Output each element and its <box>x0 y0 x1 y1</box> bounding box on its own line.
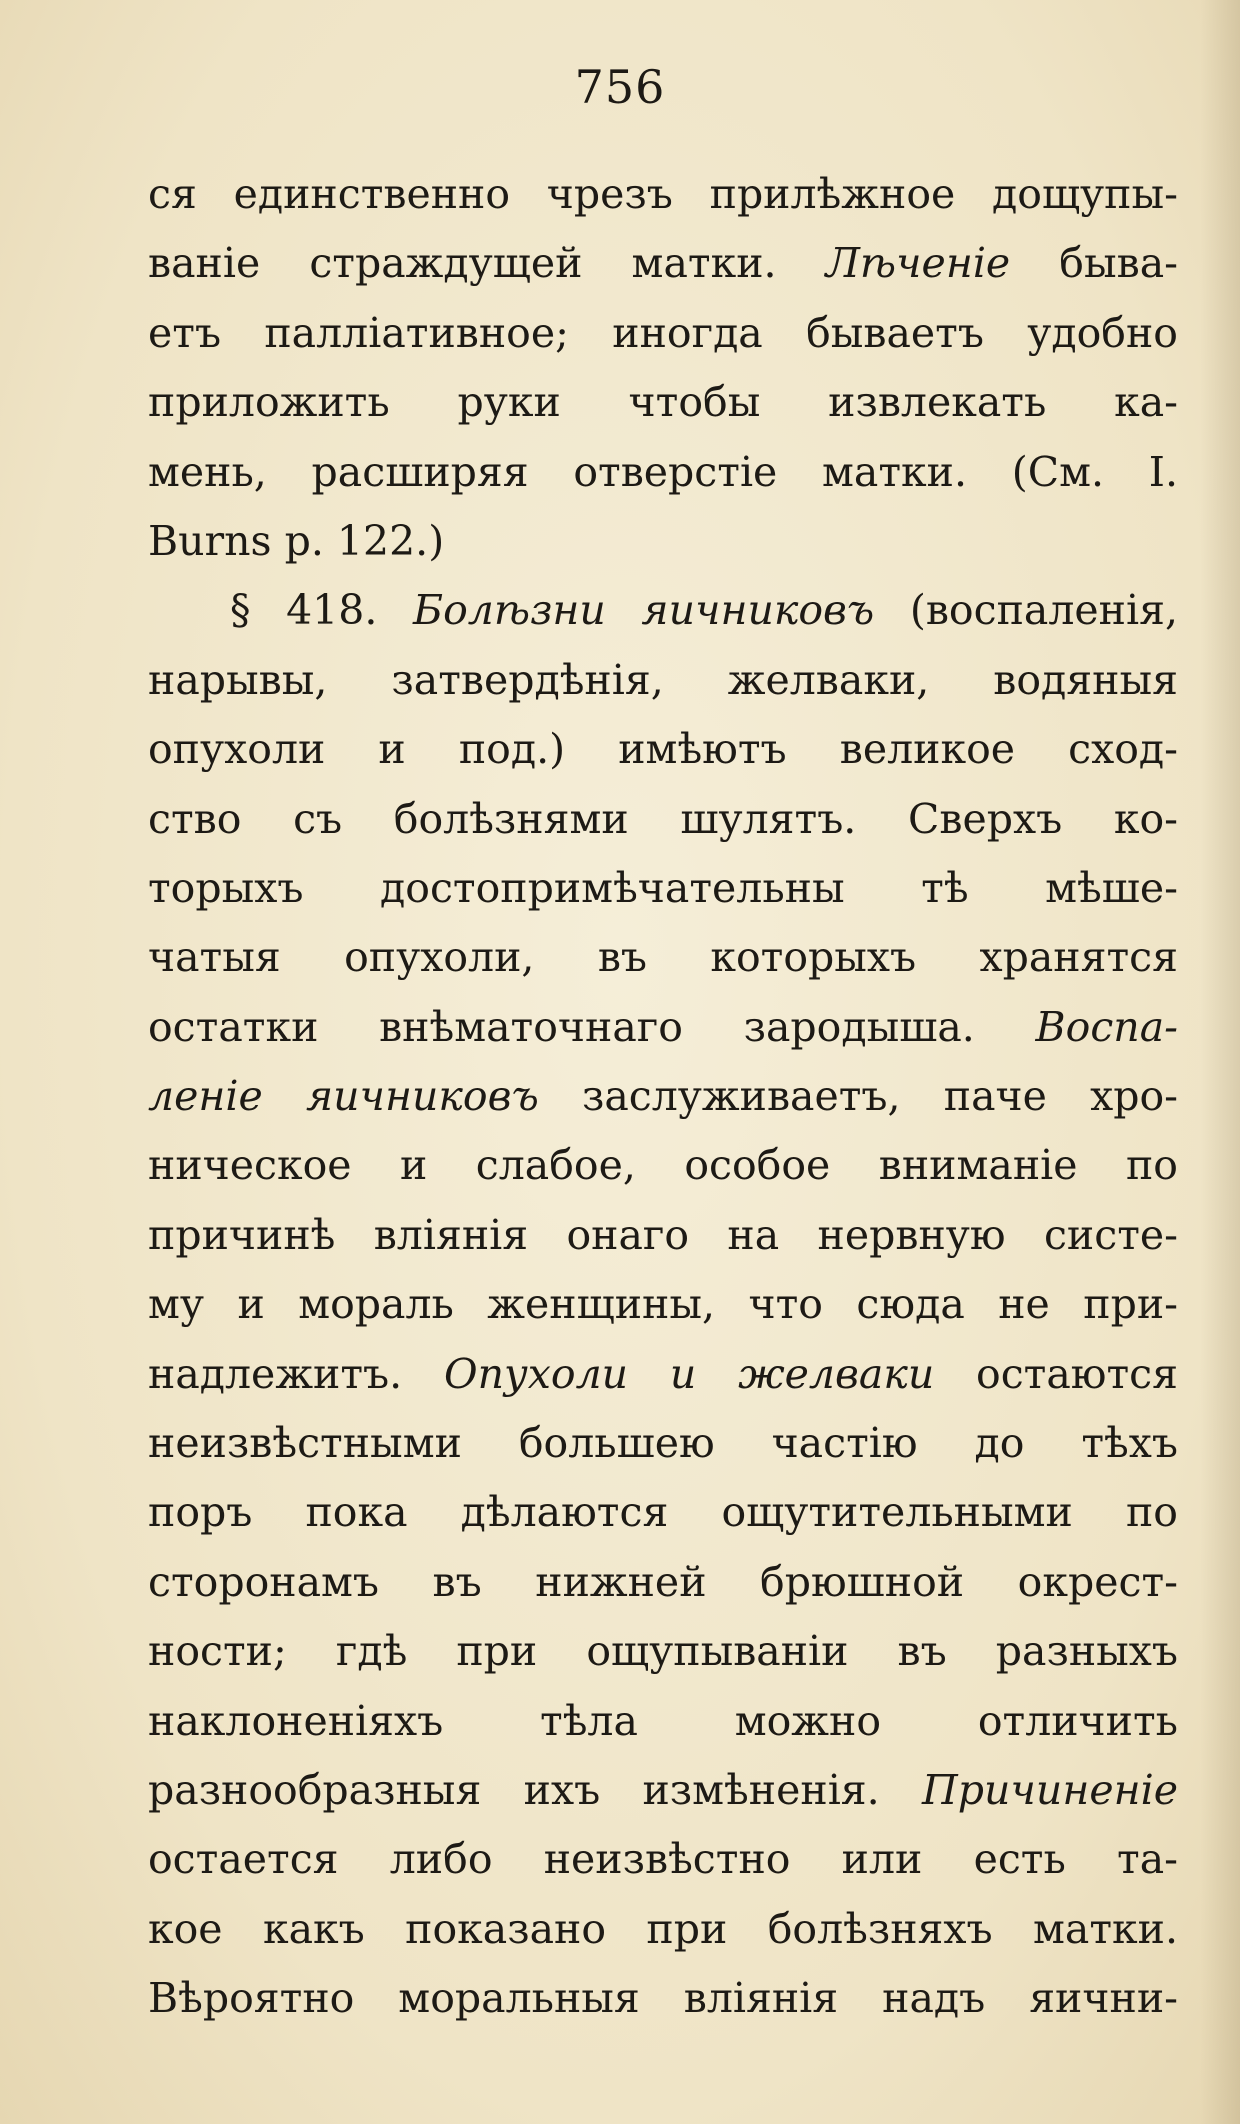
text-line <box>148 1687 1178 1756</box>
page-edge-shadow <box>1200 0 1240 2124</box>
text-run: ническое и слабое, особое вниманіе по <box>148 1141 1178 1190</box>
text-line <box>148 1895 1178 1964</box>
italic-phrase: Болѣзни яичниковъ <box>412 586 875 635</box>
text-run: причинѣ вліянія онаго на нервную систе- <box>148 1210 1178 1259</box>
text-run: наклоненіяхъ тѣла можно отличить <box>148 1696 1178 1745</box>
text-run: § 418. <box>230 586 413 635</box>
text-run: етъ паллiативное; иногда бываетъ удобно <box>148 308 1178 357</box>
text-line <box>148 368 1178 437</box>
text-run: приложить руки чтобы извлекать ка- <box>148 378 1178 427</box>
italic-phrase: леніе яичниковъ <box>148 1072 539 1121</box>
text-line <box>148 1478 1178 1547</box>
text-line <box>148 1825 1178 1894</box>
text-line <box>148 1617 1178 1686</box>
text-run: мень, расширяя отверстіе матки. (См. I. <box>148 447 1178 496</box>
text-line <box>148 160 1178 229</box>
text-run: остатки внѣматочнаго зародыша. <box>148 1002 1036 1051</box>
text-run: кое какъ показано при болѣзняхъ матки. <box>148 1904 1178 1953</box>
text-line <box>148 1131 1178 1200</box>
text-line <box>148 1201 1178 1270</box>
text-run: чатыя опухоли, въ которыхъ хранятся <box>148 933 1178 982</box>
text-line <box>148 229 1178 298</box>
text-run: Burns p. 122.) <box>148 516 445 565</box>
body-text <box>148 160 1178 2034</box>
text-run: надлежитъ. <box>148 1349 444 1398</box>
text-line <box>148 646 1178 715</box>
text-run: му и мораль женщины, что сюда не при- <box>148 1280 1178 1329</box>
text-line <box>148 1340 1178 1409</box>
italic-phrase: Причиненіе <box>922 1765 1178 1814</box>
italic-phrase: Лѣченіе <box>825 239 1011 288</box>
text-run: ности; гдѣ при ощупываніи въ разныхъ <box>148 1627 1178 1676</box>
text-run: разнообразныя ихъ измѣненія. <box>148 1765 923 1814</box>
text-line <box>148 438 1178 507</box>
text-line <box>148 1409 1178 1478</box>
text-line <box>148 993 1178 1062</box>
text-line <box>148 1964 1178 2033</box>
text-line <box>148 854 1178 923</box>
text-run: поръ пока дѣлаются ощутительными по <box>148 1488 1178 1537</box>
text-line <box>148 785 1178 854</box>
text-line <box>148 1548 1178 1617</box>
italic-phrase: Воспа- <box>1035 1002 1178 1051</box>
text-line <box>148 1270 1178 1339</box>
text-run: ся единственно чрезъ прилѣжное дощупы- <box>148 170 1178 218</box>
text-line <box>148 507 1178 576</box>
text-run: торыхъ достопримѣчательны тѣ мѣше- <box>148 863 1178 912</box>
text-run: опухоли и под.) имѣютъ великое сход- <box>148 725 1178 774</box>
text-line <box>148 1062 1178 1131</box>
text-line <box>148 299 1178 368</box>
text-run: быва- <box>1010 239 1178 288</box>
italic-phrase: Опухоли и желваки <box>443 1349 935 1398</box>
text-line <box>148 923 1178 992</box>
text-run: ство съ болѣзнями шулятъ. Сверхъ ко- <box>148 794 1178 843</box>
text-run: нарывы, затвердѣнія, желваки, водяныя <box>148 655 1178 704</box>
text-line <box>148 1756 1178 1825</box>
text-line <box>148 576 1178 645</box>
text-run: остается либо неизвѣстно или есть та- <box>148 1835 1178 1884</box>
text-run: ваніе страждущей матки. <box>148 239 826 288</box>
page-number: 756 <box>574 60 666 114</box>
text-run: неизвѣстными большею частію до тѣхъ <box>148 1419 1178 1468</box>
text-run: (воспаленія, <box>874 586 1178 635</box>
text-line <box>148 715 1178 784</box>
text-run: сторонамъ въ нижней брюшной окрест- <box>148 1557 1178 1606</box>
text-run: заслуживаетъ, паче хро- <box>538 1072 1178 1121</box>
text-run: остаются <box>934 1349 1178 1398</box>
text-run: Вѣроятно моральныя вліянія надъ яични- <box>148 1974 1178 2023</box>
